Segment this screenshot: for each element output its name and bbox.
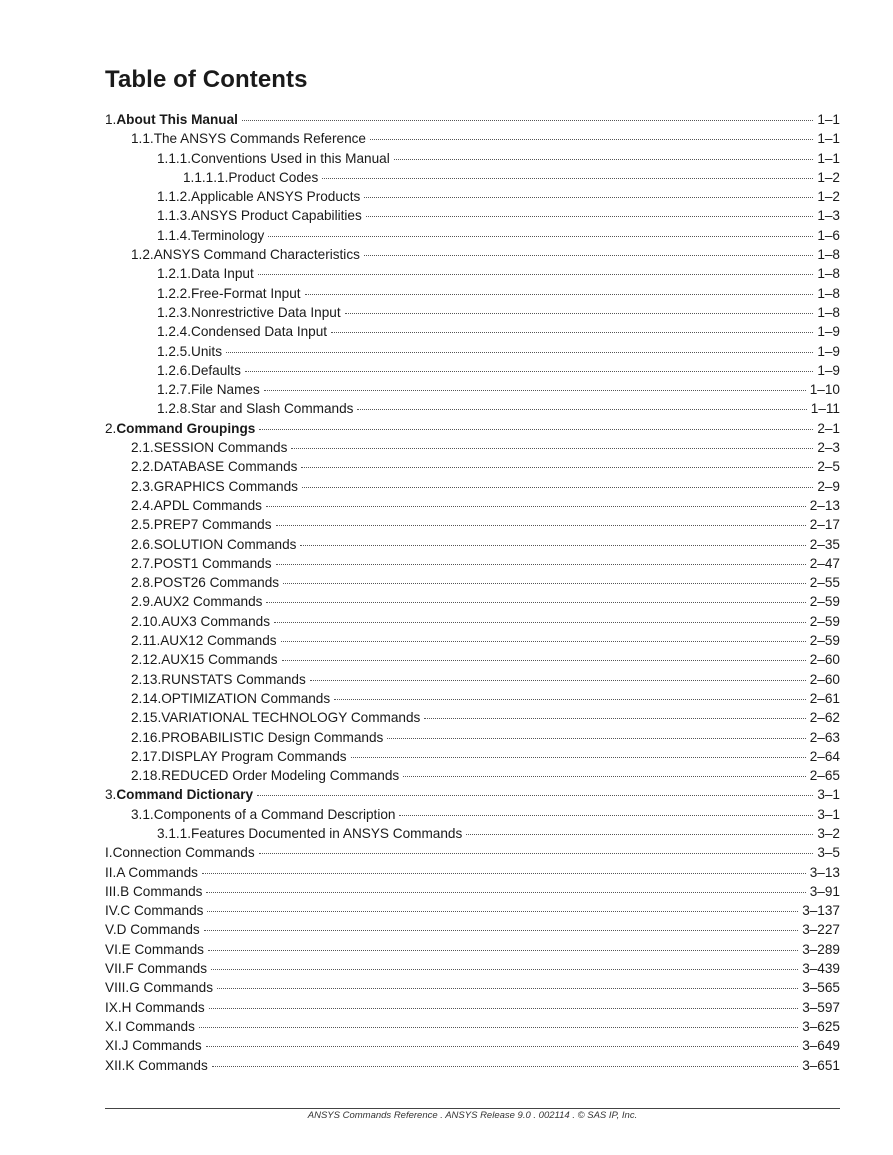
toc-entry-number: III. [105, 883, 121, 899]
toc-entry-label[interactable]: POST26 Commands [153, 575, 280, 591]
toc-entry-label[interactable]: ANSYS Product Capabilities [191, 208, 362, 224]
toc-entry[interactable] [105, 728, 840, 747]
toc-entry-number: 2.2. [131, 459, 154, 475]
toc-entry[interactable] [105, 187, 840, 206]
toc-entry-number: 3. [105, 787, 117, 803]
toc-entry-label[interactable]: E Commands [121, 941, 204, 957]
toc-entry[interactable] [105, 843, 840, 862]
toc-entry[interactable] [105, 863, 840, 882]
toc-dot-leader [259, 429, 813, 430]
toc-entry-page[interactable]: 2–3 [817, 440, 840, 456]
toc-entry-number: 1.1.4. [157, 227, 192, 243]
toc-entry-label[interactable]: Applicable ANSYS Products [191, 189, 361, 205]
toc-entry[interactable] [105, 284, 840, 303]
toc-entry-number: XII. [105, 1057, 126, 1073]
toc-entry-label[interactable]: PROBABILISTIC Design Commands [161, 729, 384, 745]
toc-entry-page[interactable]: 3–565 [802, 980, 840, 996]
toc-entry-label[interactable]: B Commands [120, 883, 203, 899]
toc-entry-label[interactable]: C Commands [120, 903, 204, 919]
toc-entry-number: 1.2.3. [157, 304, 192, 320]
toc-entry-label[interactable]: AUX12 Commands [160, 633, 277, 649]
toc-dot-leader [364, 255, 813, 256]
toc-entry-page[interactable]: 3–439 [802, 961, 840, 977]
footer-divider [105, 1108, 840, 1109]
toc-entry-page[interactable]: 1–8 [817, 304, 840, 320]
toc-entry-number: 3.1.1. [157, 825, 192, 841]
toc-dot-leader [202, 873, 806, 874]
toc-entry-label[interactable]: ANSYS Command Characteristics [153, 247, 360, 263]
toc-entry-page[interactable]: 2–9 [817, 478, 840, 494]
toc-entry-page[interactable]: 2–61 [809, 690, 840, 706]
toc-dot-leader [266, 506, 806, 507]
toc-entry-page[interactable]: 1–9 [817, 324, 840, 340]
toc-entry[interactable] [105, 149, 840, 168]
toc-entry-number: 2.11. [131, 633, 161, 649]
toc-entry-page[interactable]: 2–59 [809, 594, 840, 610]
toc-dot-leader [274, 622, 806, 623]
toc-entry[interactable] [105, 631, 840, 650]
toc-entry[interactable] [105, 206, 840, 225]
toc-entry-label[interactable]: J Commands [121, 1038, 202, 1054]
toc-entry[interactable] [105, 129, 840, 148]
toc-entry[interactable] [105, 805, 840, 824]
toc-entry-number: 2.7. [131, 555, 154, 571]
toc-dot-leader [257, 795, 813, 796]
toc-entry-number: 1.2. [131, 247, 154, 263]
toc-dot-leader [334, 699, 806, 700]
toc-entry-label[interactable]: K Commands [125, 1057, 208, 1073]
toc-dot-leader [199, 1027, 798, 1028]
toc-entry-label[interactable]: I Commands [117, 1018, 195, 1034]
toc-entry[interactable] [105, 496, 840, 515]
toc-entry[interactable] [105, 438, 840, 457]
toc-entry-number: 3.1. [131, 806, 154, 822]
toc-entry[interactable] [105, 573, 840, 592]
toc-entry-label[interactable]: D Commands [116, 922, 200, 938]
toc-entry-page[interactable]: 2–65 [809, 768, 840, 784]
toc-entry-label[interactable]: The ANSYS Commands Reference [153, 131, 366, 147]
toc-dot-leader [403, 776, 806, 777]
toc-entry-label[interactable]: A Commands [116, 864, 198, 880]
toc-entry-number: 1.2.8. [157, 401, 192, 417]
toc-entry-page[interactable]: 1–6 [817, 227, 840, 243]
toc-dot-leader [259, 853, 814, 854]
toc-entry-label[interactable]: Connection Commands [112, 845, 255, 861]
toc-entry-number: 1.1.1.1. [183, 169, 229, 185]
toc-dot-leader [211, 969, 798, 970]
toc-entry-page[interactable]: 3–137 [802, 903, 840, 919]
toc-entry-page[interactable]: 1–1 [817, 131, 840, 147]
toc-entry-page[interactable]: 3–289 [802, 941, 840, 957]
toc-entry-number: 1.2.1. [157, 266, 192, 282]
toc-entry-page[interactable]: 3–2 [817, 825, 840, 841]
toc-entry[interactable] [105, 959, 840, 978]
toc-entry[interactable] [105, 689, 840, 708]
toc-entry-page[interactable]: 1–1 [817, 150, 840, 166]
toc-entry-label[interactable]: Data Input [191, 266, 254, 282]
toc-entry-page[interactable]: 1–8 [817, 247, 840, 263]
toc-entry[interactable] [105, 380, 840, 399]
toc-entry-number: 2.10. [131, 613, 162, 629]
toc-entry-label[interactable]: Command Groupings [116, 420, 256, 436]
toc-entry-page[interactable]: 2–59 [809, 633, 840, 649]
toc-entry-page[interactable]: 1–11 [810, 401, 840, 417]
toc-entry-label[interactable]: Terminology [191, 227, 265, 243]
toc-entry-label[interactable]: F Commands [125, 961, 207, 977]
toc-entry[interactable] [105, 670, 840, 689]
toc-entry-number: I. [105, 845, 113, 861]
toc-entry-label[interactable]: Product Codes [228, 169, 319, 185]
toc-entry-number: 1.2.7. [157, 382, 192, 398]
toc-entry-number: 2.9. [131, 594, 154, 610]
toc-entry-number: VII. [105, 961, 126, 977]
toc-entry-number: 2.15. [131, 710, 162, 726]
toc-dot-leader [204, 930, 798, 931]
toc-entry-label[interactable]: H Commands [121, 999, 205, 1015]
toc-dot-leader [424, 718, 805, 719]
toc-dot-leader [242, 120, 813, 121]
toc-entry-label[interactable]: SESSION Commands [153, 440, 288, 456]
toc-entry-label[interactable]: Nonrestrictive Data Input [191, 304, 341, 320]
toc-dot-leader [302, 487, 813, 488]
toc-dot-leader [387, 738, 805, 739]
toc-entry-number: XI. [105, 1038, 122, 1054]
toc-entry-label[interactable]: About This Manual [116, 112, 238, 127]
toc-dot-leader [268, 236, 813, 237]
toc-entry-number: 2.14. [131, 690, 162, 706]
toc-dot-leader [226, 352, 813, 353]
toc-entry[interactable] [105, 920, 840, 939]
toc-dot-leader [305, 294, 814, 295]
toc-entry-number: 2. [105, 420, 117, 436]
toc-entry[interactable] [105, 264, 840, 283]
toc-entry-label[interactable]: GRAPHICS Commands [153, 478, 298, 494]
toc-entry[interactable] [105, 245, 840, 264]
toc-entry[interactable] [105, 554, 840, 573]
toc-entry[interactable] [105, 399, 840, 418]
toc-entry-page[interactable]: 3–91 [809, 883, 840, 899]
toc-entry-page[interactable]: 3–597 [802, 999, 840, 1015]
toc-entry[interactable] [105, 419, 840, 438]
toc-entry-number: 1. [105, 112, 117, 127]
toc-dot-leader [310, 680, 806, 681]
toc-entry-page[interactable]: 1–9 [817, 343, 840, 359]
toc-entry-label[interactable]: Star and Slash Commands [191, 401, 354, 417]
toc-entry[interactable] [105, 168, 840, 187]
toc-entry[interactable] [105, 457, 840, 476]
toc-entry-label[interactable]: Defaults [191, 362, 241, 378]
toc-entry-page[interactable]: 3–1 [817, 806, 840, 822]
toc-entry-page[interactable]: 2–5 [817, 459, 840, 475]
toc-dot-leader [208, 950, 798, 951]
toc-entry[interactable] [105, 882, 840, 901]
toc-entry-label[interactable]: Conventions Used in this Manual [191, 150, 390, 166]
toc-entry-number: 2.12. [131, 652, 162, 668]
toc-dot-leader [276, 564, 806, 565]
toc-dot-leader [370, 139, 813, 140]
toc-entry-label[interactable]: APDL Commands [153, 497, 262, 513]
toc-dot-leader [282, 660, 806, 661]
toc-entry-label[interactable]: G Commands [129, 980, 214, 996]
toc-entry-number: VIII. [105, 980, 130, 996]
toc-dot-leader [322, 178, 813, 179]
toc-dot-leader [357, 409, 806, 410]
toc-entry-page[interactable]: 3–227 [802, 922, 840, 938]
page-footer: ANSYS Commands Reference . ANSYS Release 9.0 . 002114 . © SAS IP, Inc. [307, 1110, 638, 1121]
toc-entry-page[interactable]: 3–649 [802, 1038, 840, 1054]
toc-entry-page[interactable]: 3–651 [802, 1057, 840, 1073]
table-of-contents [105, 110, 840, 1075]
toc-dot-leader [276, 525, 806, 526]
toc-entry-page[interactable]: 2–59 [809, 613, 840, 629]
toc-entry[interactable] [105, 766, 840, 785]
toc-dot-leader [366, 216, 814, 217]
toc-entry[interactable] [105, 322, 840, 341]
toc-entry[interactable] [105, 477, 840, 496]
toc-entry[interactable] [105, 940, 840, 959]
toc-entry[interactable] [105, 1017, 840, 1036]
toc-entry-number: 2.5. [131, 517, 154, 533]
toc-dot-leader [264, 390, 806, 391]
toc-entry-page[interactable]: 2–64 [809, 748, 840, 764]
toc-entry-number: 2.6. [131, 536, 154, 552]
toc-dot-leader [207, 911, 798, 912]
toc-entry-label[interactable]: DATABASE Commands [153, 459, 298, 475]
toc-entry-label[interactable]: Condensed Data Input [191, 324, 328, 340]
toc-entry[interactable] [105, 747, 840, 766]
toc-dot-leader [301, 467, 813, 468]
toc-entry-number: 2.13. [131, 671, 162, 687]
toc-entry[interactable] [105, 303, 840, 322]
toc-entry[interactable] [105, 901, 840, 920]
toc-entry-number: 1.2.5. [157, 343, 192, 359]
toc-entry[interactable] [105, 361, 840, 380]
toc-entry[interactable] [105, 226, 840, 245]
toc-entry-number: 2.4. [131, 497, 154, 513]
toc-entry-label[interactable]: AUX3 Commands [161, 613, 271, 629]
toc-entry[interactable] [105, 708, 840, 727]
toc-entry-label[interactable]: AUX2 Commands [153, 594, 263, 610]
toc-entry-page[interactable]: 2–1 [817, 420, 840, 436]
toc-dot-leader [266, 602, 805, 603]
toc-dot-leader [399, 815, 813, 816]
toc-entry-number: 2.8. [131, 575, 154, 591]
toc-entry-page[interactable]: 3–1 [817, 787, 840, 803]
toc-dot-leader [217, 988, 798, 989]
toc-entry-number: II. [105, 864, 117, 880]
toc-entry-page[interactable]: 1–9 [817, 362, 840, 378]
toc-entry[interactable] [105, 785, 840, 804]
toc-entry-label[interactable]: PREP7 Commands [153, 517, 272, 533]
toc-entry-page[interactable]: 2–47 [809, 555, 840, 571]
toc-entry[interactable] [105, 978, 840, 997]
toc-entry-page[interactable]: 2–35 [809, 536, 840, 552]
toc-dot-leader [345, 313, 814, 314]
toc-entry-label[interactable]: VARIATIONAL TECHNOLOGY Commands [161, 710, 421, 726]
toc-entry-page[interactable]: 3–625 [802, 1018, 840, 1034]
toc-dot-leader [394, 159, 814, 160]
toc-entry-number: X. [105, 1018, 118, 1034]
toc-entry-number: 2.17. [131, 748, 162, 764]
toc-entry-number: 1.2.4. [157, 324, 192, 340]
toc-entry-number: IV. [105, 903, 121, 919]
toc-dot-leader [331, 332, 813, 333]
toc-dot-leader [258, 274, 814, 275]
toc-dot-leader [300, 545, 805, 546]
toc-entry-page[interactable]: 2–60 [809, 671, 840, 687]
toc-entry-label[interactable]: REDUCED Order Modeling Commands [161, 768, 400, 784]
toc-entry-label[interactable]: Components of a Command Description [153, 806, 396, 822]
toc-entry-label[interactable]: Command Dictionary [116, 787, 254, 803]
toc-entry-number: 1.2.2. [157, 285, 192, 301]
toc-dot-leader [466, 834, 813, 835]
toc-entry-number: 2.1. [131, 440, 154, 456]
toc-entry-page[interactable]: 1–1 [817, 112, 840, 127]
toc-dot-leader [364, 197, 813, 198]
toc-entry-label[interactable]: AUX15 Commands [161, 652, 278, 668]
toc-dot-leader [351, 757, 806, 758]
toc-entry[interactable] [105, 650, 840, 669]
toc-entry-page[interactable]: 2–17 [809, 517, 840, 533]
toc-dot-leader [209, 1008, 798, 1009]
toc-entry-number: 1.1. [131, 131, 154, 147]
toc-entry-page[interactable]: 1–10 [809, 382, 840, 398]
toc-entry[interactable] [105, 592, 840, 611]
toc-entry-page[interactable]: 3–5 [817, 845, 840, 861]
toc-entry[interactable] [105, 110, 840, 129]
toc-entry-label[interactable]: SOLUTION Commands [153, 536, 297, 552]
toc-entry[interactable] [105, 1056, 840, 1075]
toc-entry-label[interactable]: RUNSTATS Commands [161, 671, 306, 687]
toc-entry[interactable] [105, 1036, 840, 1055]
toc-entry-page[interactable]: 2–62 [809, 710, 840, 726]
toc-entry-page[interactable]: 1–2 [817, 169, 840, 185]
page-title: Table of Contents [105, 66, 308, 93]
toc-entry-number: V. [105, 922, 117, 938]
toc-entry[interactable] [105, 612, 840, 631]
toc-entry-page[interactable]: 2–55 [809, 575, 840, 591]
toc-dot-leader [212, 1066, 798, 1067]
toc-entry-page[interactable]: 2–60 [809, 652, 840, 668]
toc-entry-label[interactable]: OPTIMIZATION Commands [161, 690, 331, 706]
toc-dot-leader [245, 371, 813, 372]
toc-entry-label[interactable]: File Names [191, 382, 260, 398]
toc-entry-label[interactable]: Units [191, 343, 222, 359]
toc-entry-page[interactable]: 3–13 [809, 864, 840, 880]
toc-dot-leader [206, 892, 805, 893]
toc-entry-label[interactable]: Free-Format Input [191, 285, 301, 301]
toc-entry-number: VI. [105, 941, 122, 957]
toc-dot-leader [283, 583, 806, 584]
toc-entry[interactable] [105, 342, 840, 361]
toc-entry-number: 2.16. [131, 729, 162, 745]
toc-dot-leader [281, 641, 806, 642]
toc-entry-page[interactable]: 1–2 [817, 189, 840, 205]
toc-entry-number: IX. [105, 999, 122, 1015]
toc-entry-page[interactable]: 2–13 [809, 497, 840, 513]
toc-entry[interactable] [105, 824, 840, 843]
toc-entry[interactable] [105, 535, 840, 554]
toc-entry[interactable] [105, 515, 840, 534]
toc-entry-page[interactable]: 1–8 [817, 266, 840, 282]
toc-dot-leader [206, 1046, 798, 1047]
toc-dot-leader [291, 448, 813, 449]
toc-entry[interactable] [105, 998, 840, 1017]
toc-entry-number: 1.2.6. [157, 362, 192, 378]
toc-entry-number: 2.3. [131, 478, 154, 494]
toc-entry-page[interactable]: 2–63 [809, 729, 840, 745]
toc-entry-number: 1.1.2. [157, 189, 192, 205]
toc-entry-number: 1.1.3. [157, 208, 192, 224]
toc-entry-number: 1.1.1. [157, 150, 192, 166]
toc-entry-label[interactable]: DISPLAY Program Commands [161, 748, 347, 764]
toc-entry-label[interactable]: Features Documented in ANSYS Commands [191, 825, 463, 841]
toc-entry-number: 2.18. [131, 768, 162, 784]
toc-entry-page[interactable]: 1–8 [817, 285, 840, 301]
toc-entry-label[interactable]: POST1 Commands [153, 555, 272, 571]
toc-entry-page[interactable]: 1–3 [817, 208, 840, 224]
